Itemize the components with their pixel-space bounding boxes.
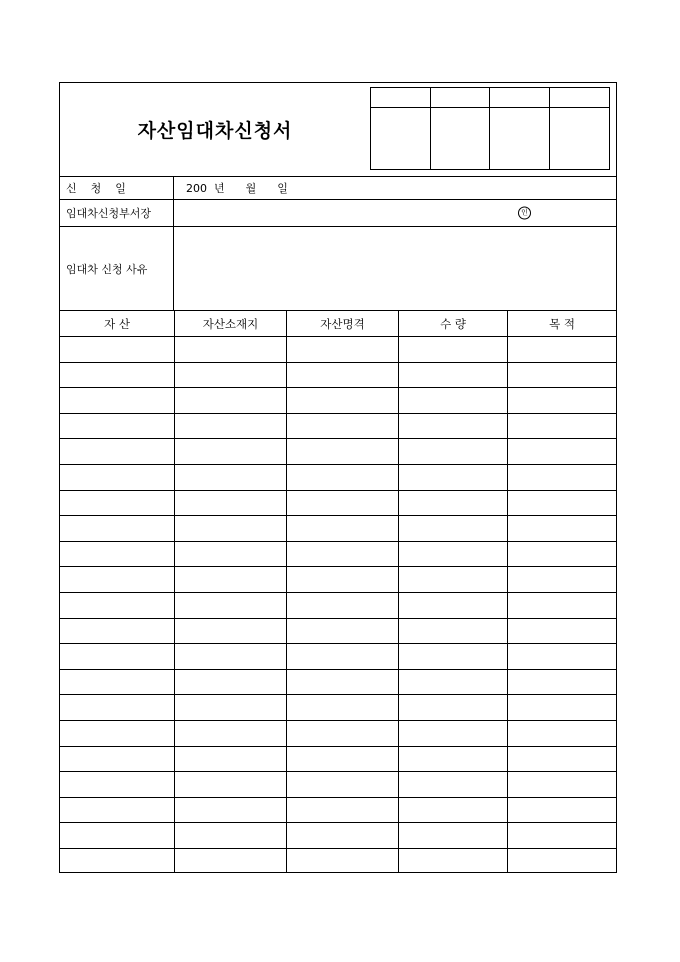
table-cell[interactable] <box>399 721 508 746</box>
table-cell[interactable] <box>175 747 287 772</box>
table-cell[interactable] <box>60 849 175 874</box>
table-cell[interactable] <box>508 542 616 567</box>
table-cell[interactable] <box>508 465 616 490</box>
table-cell[interactable] <box>175 491 287 516</box>
lease-reason-label: 임대차 신청 사유 <box>60 227 174 310</box>
asset-table <box>60 311 616 873</box>
table-cell[interactable] <box>60 670 175 695</box>
table-cell[interactable] <box>508 644 616 669</box>
lease-reason-field[interactable] <box>174 227 616 310</box>
table-row <box>60 593 616 619</box>
header-quantity: 수 량 <box>399 311 508 336</box>
table-cell[interactable] <box>60 798 175 823</box>
table-cell[interactable] <box>60 721 175 746</box>
table-cell[interactable] <box>508 567 616 592</box>
table-cell[interactable] <box>399 388 508 413</box>
table-cell[interactable] <box>287 823 399 848</box>
table-cell[interactable] <box>175 414 287 439</box>
table-row <box>60 823 616 849</box>
header-purpose: 목 적 <box>549 316 575 331</box>
table-cell[interactable] <box>175 644 287 669</box>
approval-box <box>370 87 610 170</box>
table-cell[interactable] <box>508 619 616 644</box>
table-cell[interactable] <box>175 798 287 823</box>
table-cell[interactable] <box>287 516 399 541</box>
application-date-row <box>60 176 616 200</box>
table-cell[interactable] <box>287 542 399 567</box>
table-cell[interactable] <box>399 542 508 567</box>
table-cell[interactable] <box>399 695 508 720</box>
title-row <box>60 83 616 177</box>
table-cell[interactable] <box>508 363 616 388</box>
table-cell[interactable] <box>175 619 287 644</box>
table-row <box>60 439 616 465</box>
table-cell[interactable] <box>508 516 616 541</box>
approval-sign-cell[interactable] <box>431 108 491 169</box>
table-cell[interactable] <box>399 670 508 695</box>
table-cell[interactable] <box>60 593 175 618</box>
table-cell[interactable] <box>399 849 508 874</box>
table-cell[interactable] <box>287 414 399 439</box>
approval-sign-cell[interactable] <box>371 108 431 169</box>
table-cell[interactable] <box>175 516 287 541</box>
table-cell[interactable] <box>60 516 175 541</box>
table-cell[interactable] <box>175 363 287 388</box>
table-cell[interactable] <box>287 772 399 797</box>
table-row <box>60 465 616 491</box>
table-cell[interactable] <box>60 823 175 848</box>
approval-sign-cell[interactable] <box>490 108 550 169</box>
asset-table-header <box>60 311 616 337</box>
table-cell[interactable] <box>175 439 287 464</box>
table-cell[interactable] <box>508 695 616 720</box>
table-cell[interactable] <box>60 542 175 567</box>
table-cell[interactable] <box>399 337 508 362</box>
header-asset: 자 산 <box>60 311 175 336</box>
table-row <box>60 670 616 696</box>
table-cell[interactable] <box>60 363 175 388</box>
asset-lease-application-form <box>59 82 617 873</box>
table-cell[interactable] <box>287 363 399 388</box>
approval-header-cell[interactable] <box>490 88 550 108</box>
table-cell[interactable] <box>175 695 287 720</box>
table-cell[interactable] <box>287 619 399 644</box>
department-head-field[interactable] <box>174 200 616 226</box>
table-row <box>60 516 616 542</box>
table-cell[interactable] <box>399 747 508 772</box>
table-cell[interactable] <box>175 337 287 362</box>
table-cell[interactable] <box>60 388 175 413</box>
header-asset-name: 자산명격 <box>287 311 399 336</box>
table-cell[interactable] <box>508 337 616 362</box>
table-row <box>60 567 616 593</box>
table-cell[interactable] <box>399 465 508 490</box>
form-title: 자산임대차신청서 <box>137 120 293 142</box>
table-cell[interactable] <box>399 593 508 618</box>
table-cell[interactable] <box>287 644 399 669</box>
approval-header-cell[interactable] <box>550 88 610 108</box>
table-cell[interactable] <box>399 772 508 797</box>
table-cell[interactable] <box>60 567 175 592</box>
table-cell[interactable] <box>399 567 508 592</box>
table-cell[interactable] <box>508 849 616 874</box>
table-cell[interactable] <box>508 721 616 746</box>
table-row <box>60 849 616 874</box>
table-row <box>60 388 616 414</box>
table-cell[interactable] <box>60 619 175 644</box>
table-cell[interactable] <box>60 491 175 516</box>
table-cell[interactable] <box>508 798 616 823</box>
table-row <box>60 619 616 645</box>
table-row <box>60 747 616 773</box>
table-cell[interactable] <box>399 644 508 669</box>
table-cell[interactable] <box>60 465 175 490</box>
department-head-label: 임대차신청부서장 <box>60 200 174 226</box>
table-cell[interactable] <box>399 439 508 464</box>
table-cell[interactable] <box>399 798 508 823</box>
table-cell[interactable] <box>508 772 616 797</box>
approval-sign-cell[interactable] <box>550 108 610 169</box>
table-cell[interactable] <box>287 849 399 874</box>
table-cell[interactable] <box>287 439 399 464</box>
table-row <box>60 491 616 517</box>
table-row <box>60 798 616 824</box>
table-cell[interactable] <box>508 593 616 618</box>
table-cell[interactable] <box>60 439 175 464</box>
application-date-field[interactable]: 200 년 월 일 <box>186 181 288 195</box>
table-cell[interactable] <box>60 337 175 362</box>
table-cell[interactable] <box>175 542 287 567</box>
application-date-label: 신 청 일 <box>60 176 174 199</box>
table-row <box>60 695 616 721</box>
table-cell[interactable] <box>287 695 399 720</box>
table-cell[interactable] <box>287 465 399 490</box>
table-cell[interactable] <box>287 567 399 592</box>
table-row <box>60 363 616 389</box>
department-head-row <box>60 200 616 227</box>
table-cell[interactable] <box>508 491 616 516</box>
table-cell[interactable] <box>508 388 616 413</box>
table-cell[interactable] <box>287 721 399 746</box>
table-cell[interactable] <box>508 670 616 695</box>
table-cell[interactable] <box>287 747 399 772</box>
table-cell[interactable] <box>508 747 616 772</box>
table-cell[interactable] <box>60 414 175 439</box>
table-cell[interactable] <box>175 772 287 797</box>
table-row <box>60 337 616 363</box>
table-cell[interactable] <box>175 849 287 874</box>
table-cell[interactable] <box>508 439 616 464</box>
table-cell[interactable] <box>175 567 287 592</box>
table-row <box>60 644 616 670</box>
table-cell[interactable] <box>399 491 508 516</box>
table-cell[interactable] <box>287 593 399 618</box>
table-cell[interactable] <box>60 695 175 720</box>
table-cell[interactable] <box>508 823 616 848</box>
table-cell[interactable] <box>287 670 399 695</box>
table-row <box>60 721 616 747</box>
asset-table-body <box>60 337 616 873</box>
approval-header-cell[interactable] <box>431 88 491 108</box>
table-cell[interactable] <box>399 619 508 644</box>
approval-header-cell[interactable] <box>371 88 431 108</box>
table-cell[interactable] <box>287 798 399 823</box>
table-row <box>60 414 616 440</box>
table-cell[interactable] <box>60 772 175 797</box>
table-cell[interactable] <box>508 414 616 439</box>
table-row <box>60 542 616 568</box>
header-asset-location: 자산소재지 <box>175 311 287 336</box>
table-cell[interactable] <box>399 516 508 541</box>
table-cell[interactable] <box>175 593 287 618</box>
seal-mark: 인 <box>518 207 531 220</box>
table-cell[interactable] <box>175 721 287 746</box>
table-cell[interactable] <box>399 363 508 388</box>
table-cell[interactable] <box>287 491 399 516</box>
table-cell[interactable] <box>175 670 287 695</box>
table-cell[interactable] <box>287 388 399 413</box>
table-cell[interactable] <box>175 465 287 490</box>
table-cell[interactable] <box>60 747 175 772</box>
table-cell[interactable] <box>287 337 399 362</box>
table-cell[interactable] <box>175 823 287 848</box>
lease-reason-row <box>60 227 616 311</box>
table-row <box>60 772 616 798</box>
table-cell[interactable] <box>399 414 508 439</box>
table-cell[interactable] <box>399 823 508 848</box>
table-cell[interactable] <box>175 388 287 413</box>
table-cell[interactable] <box>60 644 175 669</box>
